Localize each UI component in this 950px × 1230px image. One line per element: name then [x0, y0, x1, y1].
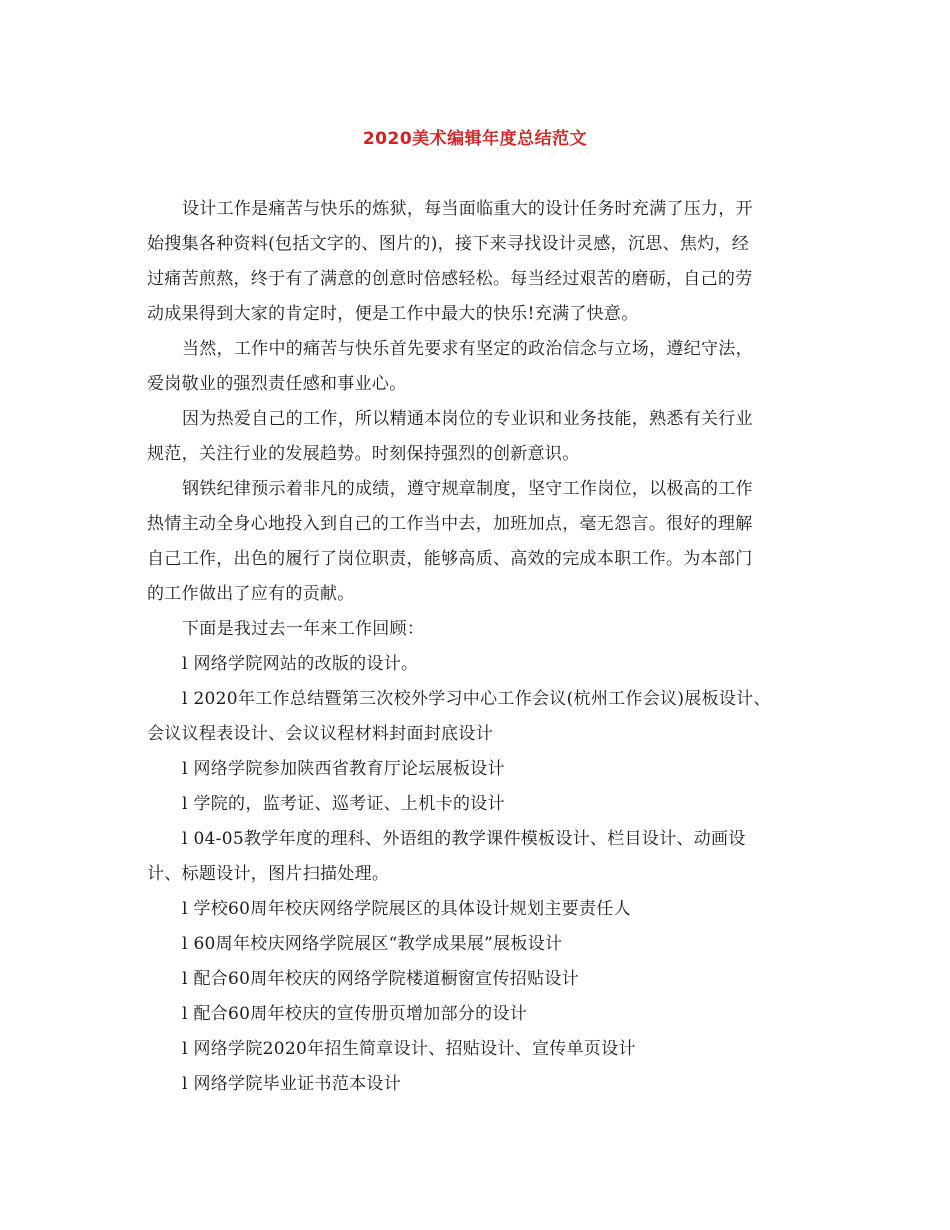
text-line: l 网络学院毕业证书范本设计 — [182, 1074, 402, 1094]
text-line: l 学院的，监考证、巡考证、上机卡的设计 — [182, 794, 505, 814]
text-line: l 网络学院网站的改版的设计。 — [182, 654, 419, 674]
text-line: 爱岗敬业的强烈责任感和事业心。 — [147, 374, 407, 394]
text-line: l 网络学院2020年招生简章设计、招贴设计、宣传单页设计 — [182, 1039, 636, 1059]
text-line: 当然，工作中的痛苦与快乐首先要求有坚定的政治信念与立场，遵纪守法， — [182, 339, 753, 359]
text-line: 动成果得到大家的肯定时，便是工作中最大的快乐!充满了快意。 — [147, 304, 639, 324]
text-line: l 配合60周年校庆的网络学院楼道橱窗宣传招贴设计 — [182, 969, 579, 989]
text-line: l 学校60周年校庆网络学院展区的具体设计规划主要责任人 — [182, 899, 631, 919]
text-line: 钢铁纪律预示着非凡的成绩，遵守规章制度，坚守工作岗位，以极高的工作 — [182, 479, 753, 499]
text-line: l 配合60周年校庆的宣传册页增加部分的设计 — [182, 1004, 528, 1024]
text-line: 始搜集各种资料(包括文字的、图片的)，接下来寻找设计灵感，沉思、焦灼，经 — [147, 234, 750, 254]
text-line: 因为热爱自己的工作，所以精通本岗位的专业识和业务技能，熟悉有关行业 — [182, 409, 753, 429]
text-line: 热情主动全身心地投入到自己的工作当中去，加班加点，毫无怨言。很好的理解 — [147, 514, 753, 534]
text-line: 下面是我过去一年来工作回顾： — [182, 619, 425, 639]
text-line: 设计工作是痛苦与快乐的炼狱，每当面临重大的设计任务时充满了压力，开 — [182, 199, 753, 219]
text-line: 过痛苦煎熬，终于有了满意的创意时倍感轻松。每当经过艰苦的磨砺，自己的劳 — [147, 269, 753, 289]
text-line: l 04-05教学年度的理科、外语组的教学课件模板设计、栏目设计、动画设 — [182, 829, 746, 849]
text-line: 规范，关注行业的发展趋势。时刻保持强烈的创新意识。 — [147, 444, 580, 464]
text-line: 的工作做出了应有的贡献。 — [147, 584, 355, 604]
text-line: 会议议程表设计、会议议程材料封面封底设计 — [147, 724, 493, 744]
text-line: 自己工作，出色的履行了岗位职责，能够高质、高效的完成本职工作。为本部门 — [147, 549, 753, 569]
text-line: l 60周年校庆网络学院展区“教学成果展”展板设计 — [182, 934, 563, 954]
document-body — [147, 192, 817, 1102]
text-line: l 网络学院参加陕西省教育厅论坛展板设计 — [182, 759, 505, 779]
document-title: 2020美术编辑年度总结范文 — [362, 129, 588, 149]
text-line: 计、标题设计，图片扫描处理。 — [147, 864, 390, 884]
text-line: l 2020年工作总结暨第三次校外学习中心工作会议(杭州工作会议)展板设计、 — [182, 689, 771, 709]
